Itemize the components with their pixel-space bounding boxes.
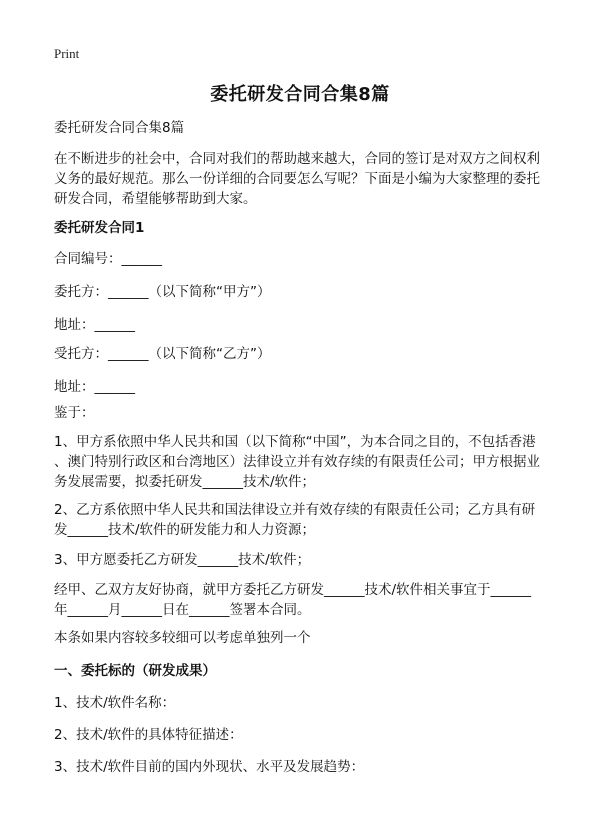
clause-line: 务发展需要，拟委托研发______技术/软件；	[54, 474, 316, 490]
page-title: 委托研发合同合集8篇	[210, 84, 390, 105]
chapter-title: 一、委托标的（研发成果）	[54, 663, 216, 679]
client-address-field: 地址：______	[54, 317, 135, 333]
intro-line: 在不断进步的社会中，合同对我们的帮助越来越大，合同的签订是对双方之间权利	[54, 151, 540, 167]
intro-paragraph	[54, 149, 554, 209]
note-text: 本条如果内容较多较细可以考虑单独列一个	[54, 630, 311, 646]
list-item: 2、技术/软件的具体特征描述：	[54, 727, 243, 743]
agreement-paragraph	[54, 580, 554, 620]
agreement-line: 经甲、乙双方友好协商，就甲方委托乙方研发______技术/软件相关事宜于______	[54, 582, 532, 598]
clause-1	[54, 432, 554, 492]
clause-3: 3、甲方愿委托乙方研发______技术/软件；	[54, 552, 311, 568]
contractor-address-field: 地址：______	[54, 379, 135, 395]
clause-line: 、澳门特别行政区和台湾地区）法律设立并有效存续的有限责任公司；甲方根据业	[54, 454, 540, 470]
print-label[interactable]: Print	[54, 46, 80, 61]
whereas-label: 鉴于：	[54, 405, 95, 421]
client-field: 委托方：______（以下简称“甲方”）	[54, 284, 271, 300]
list-item: 1、技术/软件名称：	[54, 695, 176, 711]
clause-2	[54, 500, 554, 540]
agreement-line: 年______月______日在______签署本合同。	[54, 602, 311, 618]
section-title: 委托研发合同1	[54, 220, 145, 236]
list-item: 3、技术/软件目前的国内外现状、水平及发展趋势：	[54, 759, 365, 775]
contract-number-field: 合同编号：______	[54, 251, 162, 267]
clause-line: 1、甲方系依照中华人民共和国（以下简称“中国”，为本合同之目的，不包括香港	[54, 434, 536, 450]
document-subtitle: 委托研发合同合集8篇	[54, 120, 185, 136]
contractor-field: 受托方：______（以下简称“乙方”）	[54, 346, 271, 362]
clause-line: 发______技术/软件的研发能力和人力资源；	[54, 522, 316, 538]
intro-line: 研发合同，希望能够帮助到大家。	[54, 191, 257, 207]
intro-line: 义务的最好规范。那么一份详细的合同要怎么写呢？下面是小编为大家整理的委托	[54, 171, 540, 187]
clause-line: 2、乙方系依照中华人民共和国法律设立并有效存续的有限责任公司；乙方具有研	[54, 502, 536, 518]
